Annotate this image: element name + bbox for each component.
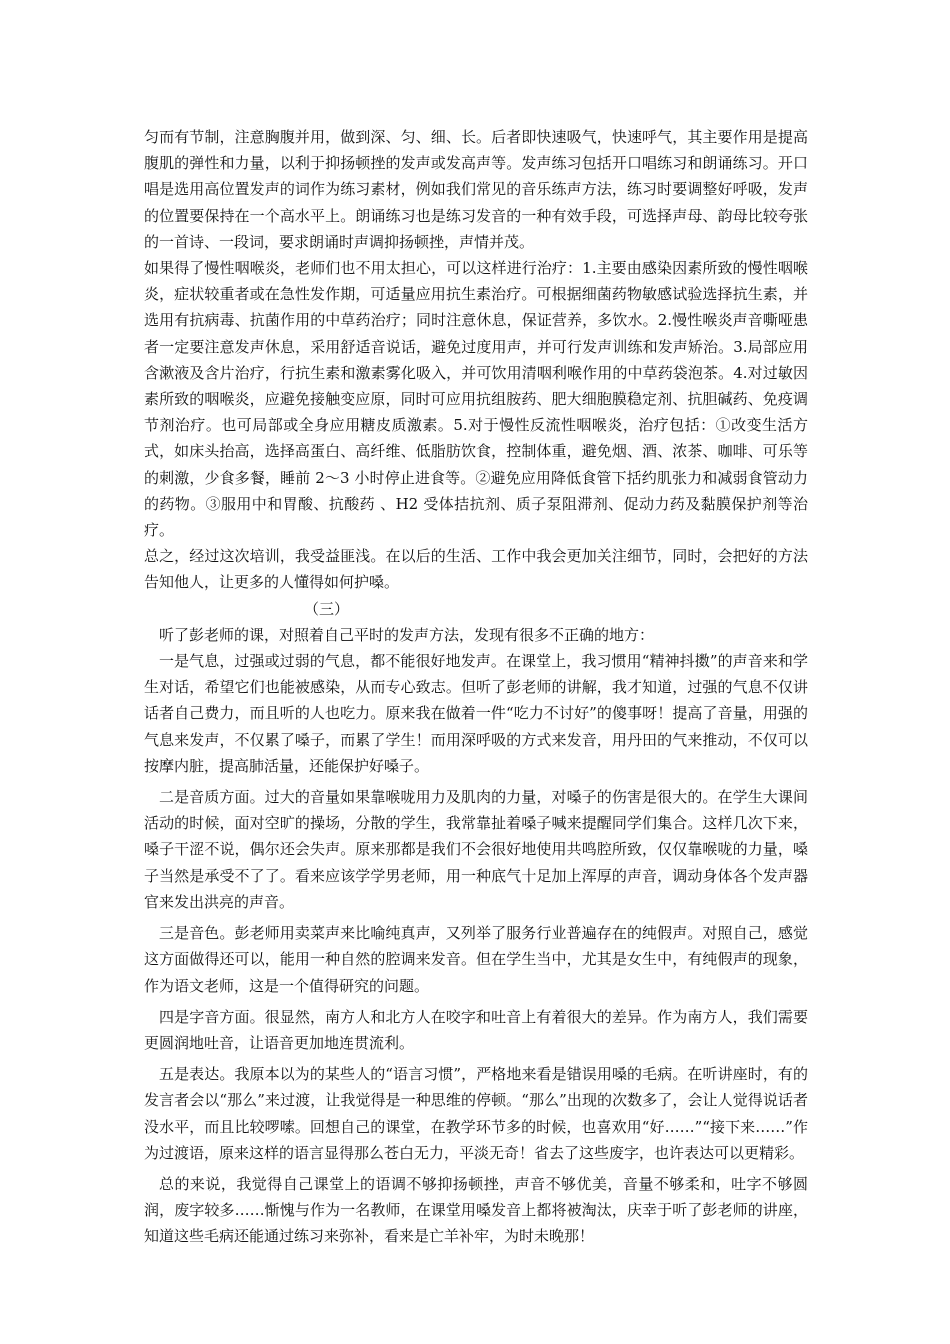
paragraph-breath: 一是气息，过强或过弱的气息，都不能很好地发声。在课堂上，我习惯用“精神抖擞”的声音来和学生对话，希望它们也能被感染，从而专心致志。但听了彭老师的讲解，我才知道，过强的气息不仅讲话者自己费力，而且听的人也吃力。原来我在做着一件“吃力不讨好”的傻事呀！提高了音量，用强的气息来发声，不仅累了嗓子，而累了学生！而用深呼吸的方式来发音，用丹田的气来推动，不仅可以按摩内脏，提高肺活量，还能保护好嗓子。	[144, 652, 808, 775]
document-body	[144, 124, 808, 1250]
paragraph-timbre: 三是音色。彭老师用卖菜声来比喻纯真声，又列举了服务行业普遍存在的纯假声。对照自己，感觉这方面做得还可以，能用一种自然的腔调来发音。但在学生当中，尤其是女生中，有纯假声的现象，作为语文老师，这是一个值得研究的问题。	[144, 924, 808, 995]
paragraph-pronunciation: 四是字音方面。很显然，南方人和北方人在咬字和吐音上有着很大的差异。作为南方人，我们需要更圆润地吐音，让语音更加地连贯流利。	[144, 1007, 808, 1052]
section-title: （三）	[304, 599, 350, 618]
paragraph-pharyngitis-treatment: 如果得了慢性咽喉炎，老师们也不用太担心，可以这样进行治疗：1.主要由感染因素所致的慢性咽喉炎，症状较重者或在急性发作期，可适量应用抗生素治疗。可根据细菌药物敏感试验选择抗生素，并选用有抗病毒、抗菌作用的中草药治疗；同时注意休息，保证营养，多饮水。2.慢性喉炎声音嘶哑患者一定要注意发声休息，采用舒适音说话，避免过度用声，并可行发声训练和发声矫治。3.局部应用含漱液及含片治疗，行抗生素和激素雾化吸入，并可饮用清咽利喉作用的中草药袋泡茶。4.对过敏因素所致的咽喉炎，应避免接触变应原，同时可应用抗组胺药、肥大细胞膜稳定剂、抗胆碱药、免疫调节剂治疗。也可局部或全身应用糖皮质激素。5.对于慢性反流性咽喉炎，治疗包括：①改变生活方式，如床头抬高，选择高蛋白、高纤维、低脂肪饮食，控制体重，避免烟、酒、浓茶、咖啡、可乐等的刺激，少食多餐，睡前 2～3 小时停止进食等。②避免应用降低食管下括约肌张力和减弱食管动力的药物。③服用中和胃酸、抗酸药 、H2 受体拮抗剂、质子泵阻滞剂、促动力药及黏膜保护剂等治疗。	[144, 259, 808, 540]
paragraph-intro: 听了彭老师的课，对照着自己平时的发声方法，发现有很多不正确的地方：	[159, 625, 655, 644]
paragraph-breathing-practice: 匀而有节制，注意胸腹并用，做到深、匀、细、长。后者即快速吸气，快速呼气，其主要作用是提高腹肌的弹性和力量，以利于抑扬顿挫的发声或发高声等。发声练习包括开口唱练习和朗诵练习。开口唱是选用高位置发声的词作为练习素材，例如我们常见的音乐练声方法，练习时要调整好呼吸，发声的位置要保持在一个高水平上。朗诵练习也是练习发音的一种有效手段，可选择声母、韵母比较夸张的一首诗、一段词，要求朗诵时声调抑扬顿挫，声情并茂。	[144, 128, 808, 251]
paragraph-conclusion: 总之，经过这次培训，我受益匪浅。在以后的生活、工作中我会更加关注细节，同时，会把好的方法告知他人，让更多的人懂得如何护嗓。	[144, 547, 808, 592]
paragraph-voice-quality: 二是音质方面。过大的音量如果靠喉咙用力及肌肉的力量，对嗓子的伤害是很大的。在学生大课间活动的时候，面对空旷的操场，分散的学生，我常靠扯着嗓子喊来提醒同学们集合。这样几次下来，嗓子干涩不说，偶尔还会失声。原来那都是我们不会很好地使用共鸣腔所致，仅仅靠喉咙的力量，嗓子当然是承受不了了。看来应该学学男老师，用一种底气十足加上浑厚的声音，调动身体各个发声器官来发出洪亮的声音。	[144, 788, 808, 911]
paragraph-summary: 总的来说，我觉得自己课堂上的语调不够抑扬顿挫，声音不够优美，音量不够柔和，吐字不够圆润，废字较多……惭愧与作为一名教师，在课堂用嗓发音上都将被淘汰，庆幸于听了彭老师的讲座，知道这些毛病还能通过练习来弥补，看来是亡羊补牢，为时未晚那！	[144, 1174, 808, 1246]
paragraph-expression: 五是表达。我原本以为的某些人的“语言习惯”，严格地来看是错误用嗓的毛病。在听讲座时，有的发言者会以“那么”来过渡，让我觉得是一种思维的停顿。“那么”出现的次数多了，会让人觉得说话者没水平，而且比较啰嗦。回想自己的课堂，在教学环节多的时候，也喜欢用“好……”“接下来……”作为过渡语，原来这样的语言显得那么苍白无力，平淡无奇！省去了这些废字，也许表达可以更精彩。	[144, 1065, 808, 1162]
